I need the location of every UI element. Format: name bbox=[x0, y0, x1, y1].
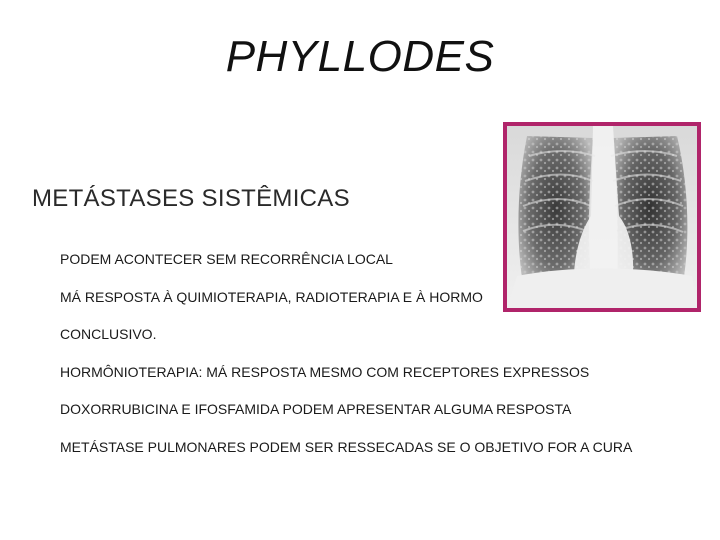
bullet-item: CONCLUSIVO. bbox=[60, 326, 157, 343]
slide-title: PHYLLODES bbox=[225, 32, 495, 81]
chest-xray-graphic bbox=[507, 126, 697, 308]
bullet-item: DOXORRUBICINA E IFOSFAMIDA PODEM APRESENTAR ALGUMA RESPOSTA bbox=[60, 401, 572, 418]
section-heading: METÁSTASES SISTÊMICAS bbox=[32, 185, 350, 212]
bullet-item: PODEM ACONTECER SEM RECORRÊNCIA LOCAL bbox=[60, 251, 393, 267]
bullet-item: METÁSTASE PULMONARES PODEM SER RESSECADAS SE O OBJETIVO FOR A CURA bbox=[60, 438, 633, 455]
bullet-item: MÁ RESPOSTA À QUIMIOTERAPIA, RADIOTERAPIA E À HORMO bbox=[60, 288, 483, 305]
chest-xray-image bbox=[503, 122, 701, 312]
bullet-item: HORMÔNIOTERAPIA: MÁ RESPOSTA MESMO COM RECEPTORES EXPRESSOS bbox=[60, 363, 590, 380]
